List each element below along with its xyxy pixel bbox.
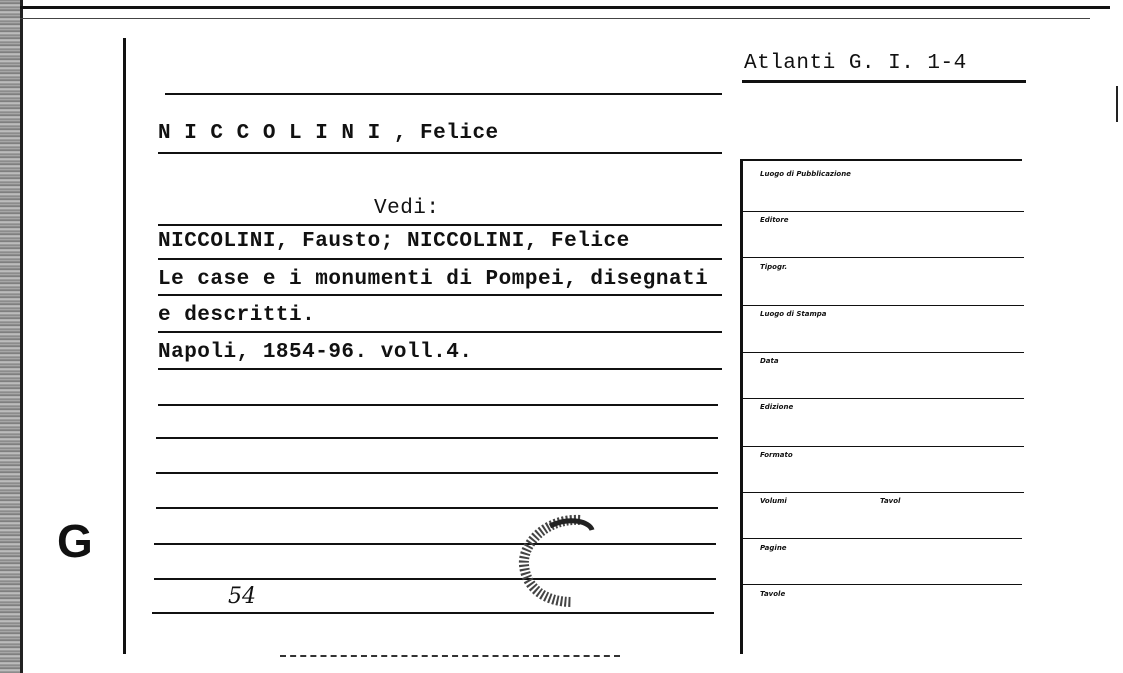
form-rule [742,446,1024,447]
entry-line-2: Le case e i monumenti di Pompei, disegnati [158,268,709,291]
author-heading: N I C C O L I N I , Felice [158,122,499,145]
form-label-tavole: Tavole [760,590,786,598]
ruled-line [158,258,722,260]
ruled-line [158,294,722,296]
ruled-line [158,331,722,333]
handwritten-number: 54 [228,584,256,609]
section-letter: G [57,515,93,567]
ruled-line [152,612,714,614]
form-label-pagine: Pagine [760,544,787,552]
top-edge-line-2 [20,18,1090,19]
form-rule [742,492,1024,493]
form-rule [742,398,1024,399]
shelfmark-underline [742,80,1026,83]
form-label-editore: Editore [760,216,789,224]
entry-line-4: Napoli, 1854-96. voll.4. [158,341,473,364]
ruled-line [156,437,718,439]
form-box-top [740,159,1022,161]
bottom-dashed-line [280,655,620,657]
top-edge-line [20,6,1110,9]
ruled-line [165,93,722,95]
ruled-line [158,368,722,370]
form-rule [742,257,1024,258]
form-box-left-border [740,160,743,654]
form-rule [742,538,1022,539]
form-label-luogo-stampa: Luogo di Stampa [760,310,827,318]
form-label-tipografo: Tipogr. [760,263,788,271]
form-rule [742,211,1024,212]
see-label: Vedi: [374,197,440,220]
ruled-line [156,507,718,509]
form-label-formato: Formato [760,451,793,459]
form-label-volumi: Volumi [760,497,787,505]
ruled-line [158,224,722,226]
stamp-mark [510,510,610,610]
form-rule [742,352,1024,353]
ruled-line [158,404,718,406]
right-edge-mark [1116,86,1118,122]
ruled-line [156,472,718,474]
ruled-line [158,152,722,154]
card-edge-line [20,0,23,673]
form-label-tavol: Tavol [880,497,901,505]
ruled-line [154,578,716,580]
form-label-luogo-pubblicazione: Luogo di Pubblicazione [760,170,851,178]
form-rule [742,584,1022,585]
left-margin-rule [123,38,126,654]
form-label-edizione: Edizione [760,403,794,411]
form-label-data: Data [760,357,779,365]
form-rule [742,305,1024,306]
ruled-line [154,543,716,545]
entry-line-1: NICCOLINI, Fausto; NICCOLINI, Felice [158,230,630,253]
card-edge-perforation [0,0,20,673]
shelfmark: Atlanti G. I. 1-4 [744,52,967,75]
entry-line-3: e descritti. [158,304,316,327]
